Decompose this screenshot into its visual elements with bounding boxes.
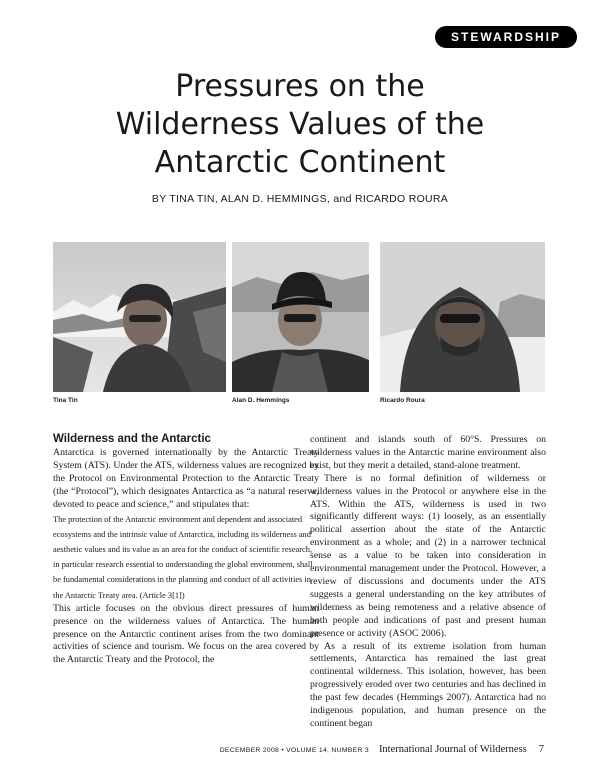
photo-caption: Tina Tin — [53, 397, 78, 404]
section-badge: STEWARDSHIP — [435, 26, 577, 48]
photo-caption: Ricardo Roura — [380, 397, 425, 404]
author-photo-alan-hemmings — [232, 242, 369, 392]
body-paragraph: Antarctica is governed internationally by the Antarctic Treaty System (ATS). Under the ATS, wilderness values are recognized by the Protocol on Environmental Protection to the Antarctic Treaty (the “Protocol”), which designates Antarctica as “a natural reserve, devoted to peace and science,” and stipulates that: — [53, 447, 319, 510]
author-photo-ricardo-roura — [380, 242, 545, 392]
body-paragraph: As a result of its extreme isolation from human settlements, Antarctica has remained the last great continental wilderness. This isolation, however, has been progressively eroded over two centuries and has declined in the past few decades (Hemmings 2007). Antarctica had no indigenous population, and human presence on the continent began — [310, 640, 546, 729]
author-photo-tina-tin — [53, 242, 226, 392]
page-footer — [220, 739, 544, 757]
body-paragraph: continent and islands south of 60°S. Pressures on wilderness values in the Antarctic marine environment also exist, but they merit a detailed, stand-alone treatment. — [310, 434, 546, 471]
body-paragraph: There is no formal definition of wilderness or wilderness values in the Protocol or anywhere else in the ATS. Within the ATS, wilderness is used in two significantly different ways: (1) loosely, as an essentially political assertion about the state of the Antarctic environment as a whole; and (2) in a narrower technical sense as a value to be taken into consideration in environmental management under the Protocol. However, a review of discussions and documents under the ATS suggests a general understanding on the key attributes of wilderness as being remoteness and a relative absence of both people and indications of past and present human presence or activity (ASOC 2006). — [310, 472, 546, 639]
journal-name: International Journal of Wilderness — [378, 744, 527, 755]
byline: BY TINA TIN, ALAN D. HEMMINGS, and RICARDO ROURA — [151, 193, 449, 205]
left-column — [53, 432, 319, 667]
article-title — [40, 68, 560, 182]
section-heading: Wilderness and the Antarctic — [53, 433, 211, 445]
title-line: Wilderness Values of the — [115, 107, 485, 142]
issue-info: DECEMBER 2008 • VOLUME 14, NUMBER 3 — [219, 747, 369, 754]
body-paragraph: This article focuses on the obvious direct pressures of human presence on the wilderness values of Antarctica. The human presence on the Antarctic continent arises from the two dominant activities of science and tourism. We focus on the area covered by the Antarctic Treaty and the Protocol, the — [53, 602, 319, 666]
right-column — [310, 434, 546, 731]
block-quote: The protection of the Antarctic environment and dependent and associated ecosystems and the intrinsic value of Antarctica, including its wilderness and aesthetic values and its value as an area for the conduct of scientific research, in particular research essential to understanding the global environment, shall be fundamental considerations in the planning and conduct of all activities in the Antarctic Treaty area. (Article 3[1]) — [53, 514, 313, 600]
photo-caption: Alan D. Hemmings — [232, 397, 290, 404]
page-number: 7 — [538, 744, 544, 755]
title-line: Antarctic Continent — [154, 145, 446, 180]
title-line: Pressures on the — [175, 69, 425, 104]
